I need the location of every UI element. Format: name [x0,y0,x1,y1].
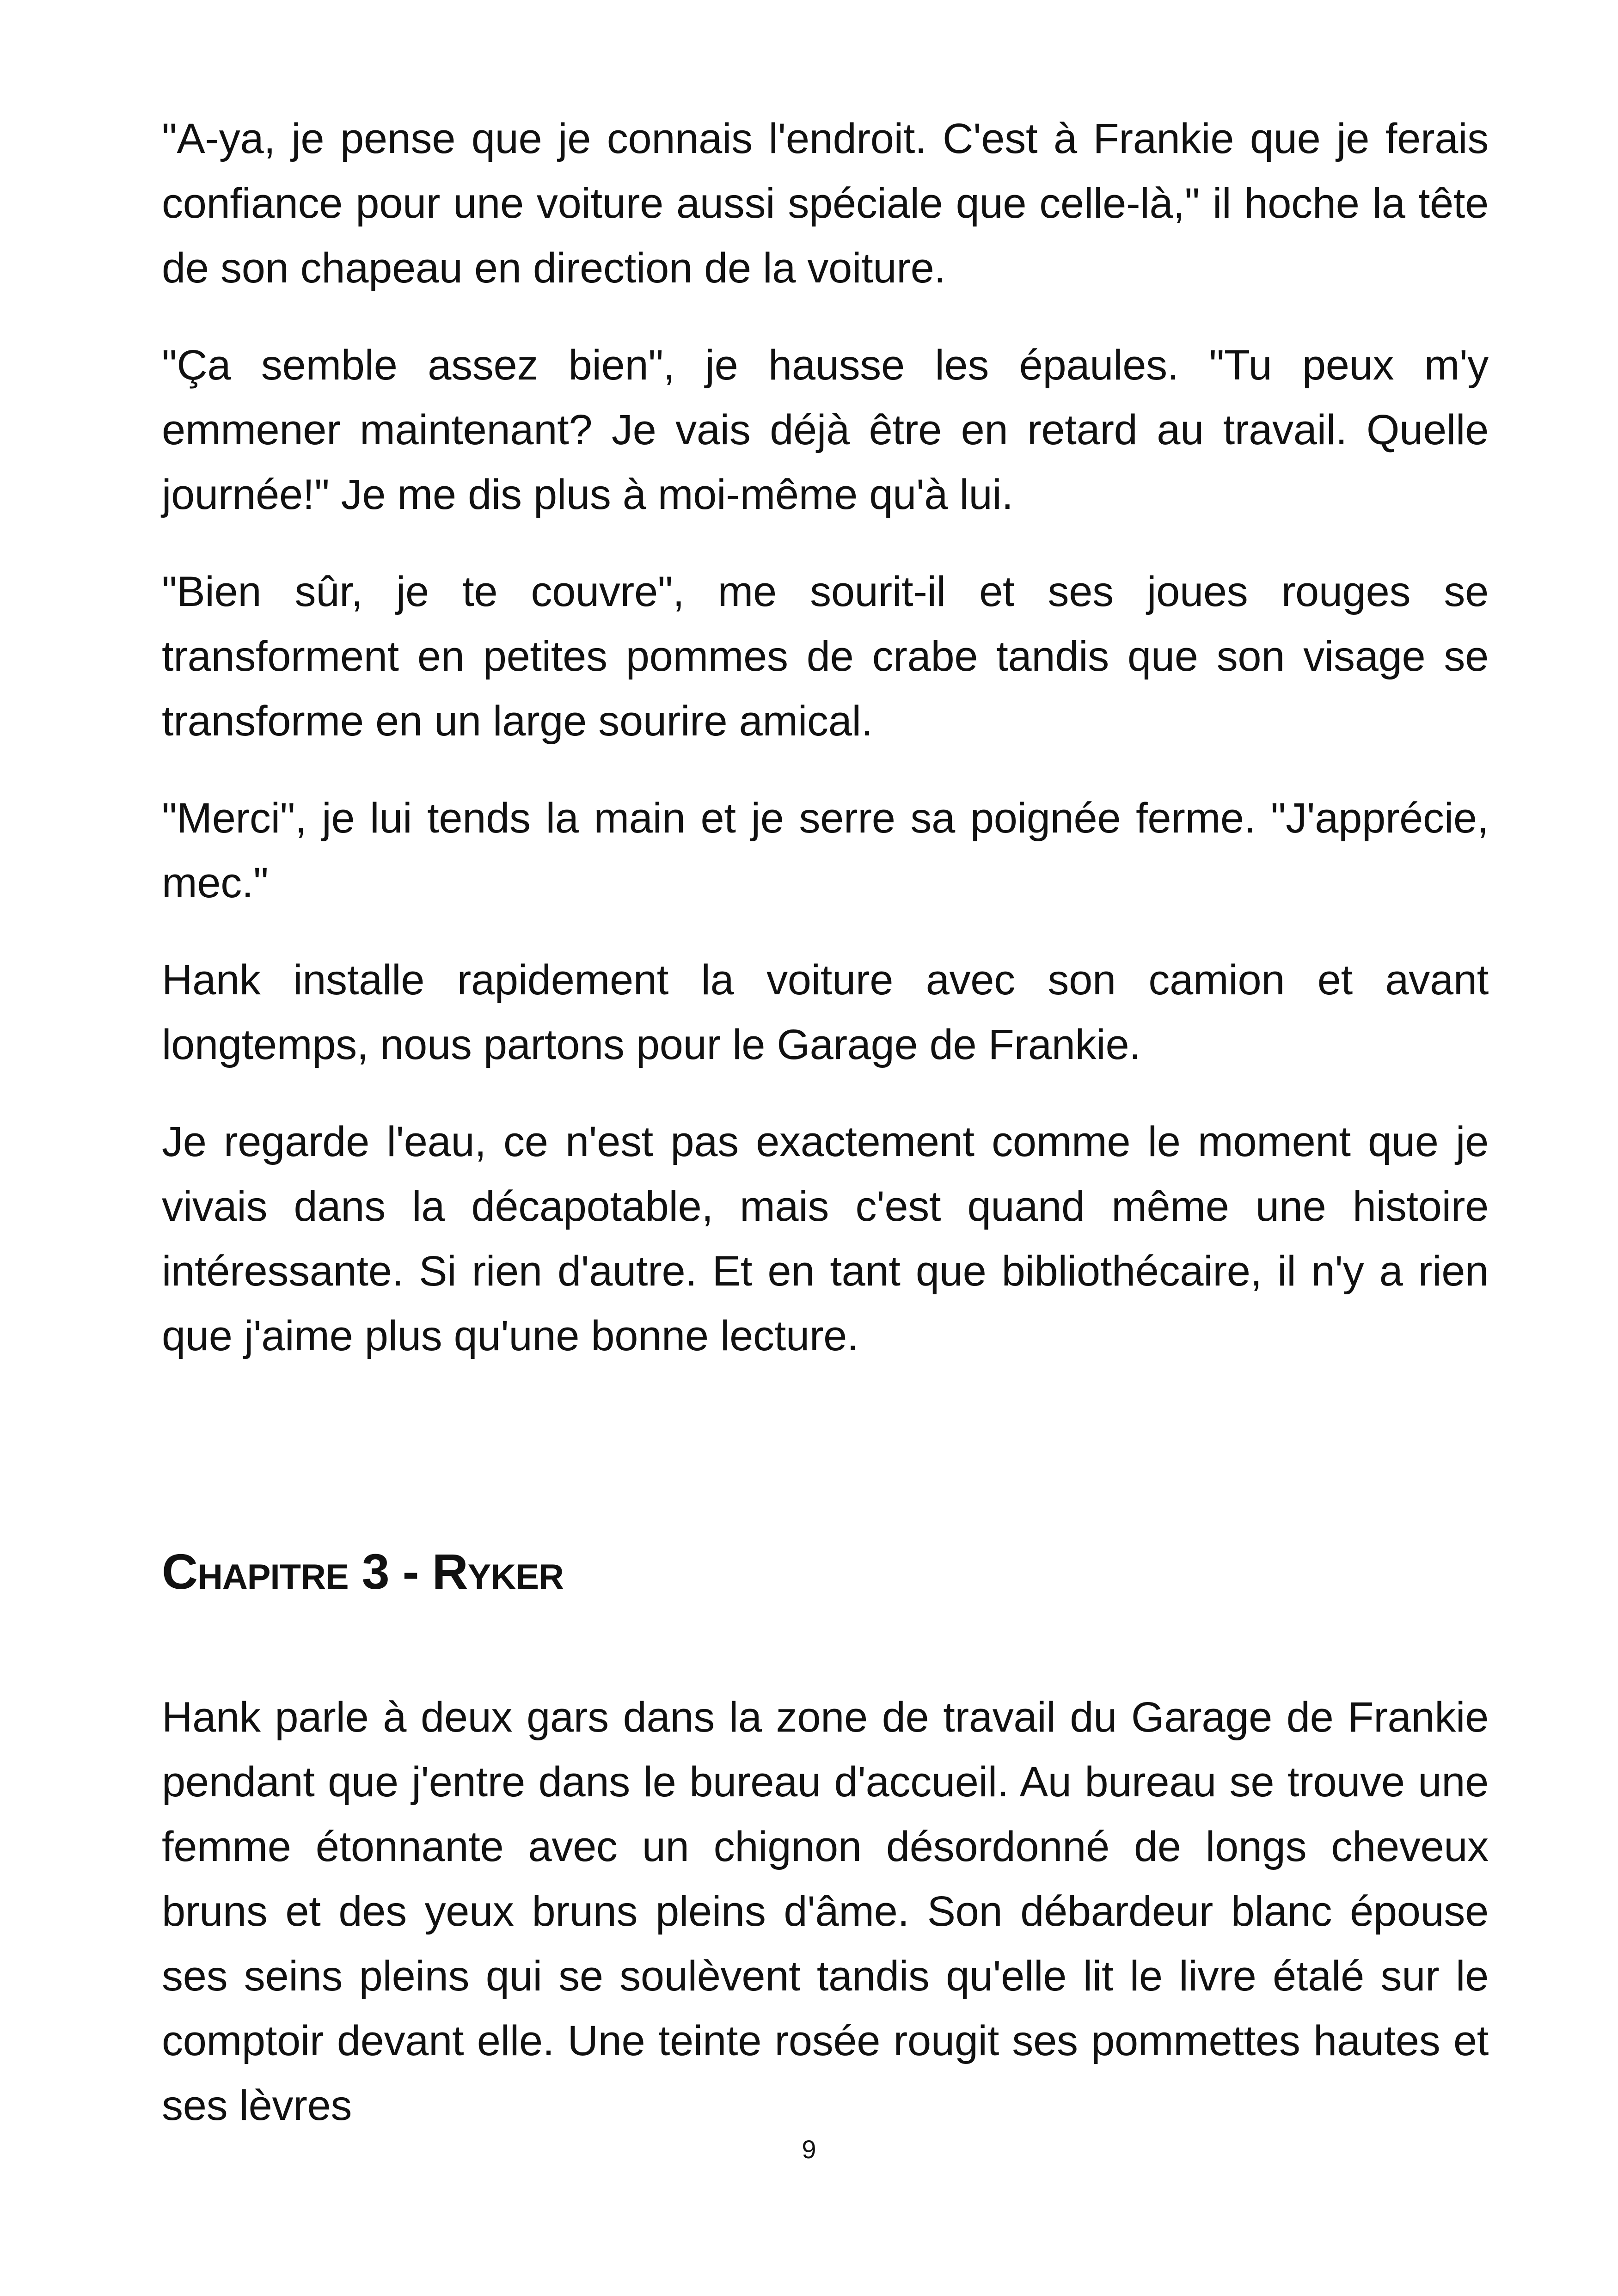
paragraph: Hank parle à deux gars dans la zone de travail du Garage de Frankie pendant que j'entre dans le bureau d'accueil. Au bureau se trouve une femme étonnante avec un chignon désordonné de longs cheveux bruns et des yeux bruns pleins d'âme. Son débardeur blanc épouse ses seins pleins qui se soulèvent tandis qu'elle lit le livre étalé sur le comptoir devant elle. Une teinte rosée rougit ses pommettes hautes et ses lèvres [162,1694,1489,2129]
paragraph: Hank installe rapidement la voiture avec son camion et avant longtemps, nous partons pour le Garage de Frankie. [162,956,1489,1068]
paragraph: Je regarde l'eau, ce n'est pas exactement comme le moment que je vivais dans la décapotable, mais c'est quand même une histoire intéressante. Si rien d'autre. Et en tant que bibliothécaire, il n'y a rien que j'aime plus qu'une bonne lecture. [162,1118,1489,1359]
paragraph: "Bien sûr, je te couvre", me sourit-il et ses joues rouges se transforment en petites pommes de crabe tandis que son visage se transforme en un large sourire amical. [162,568,1489,745]
paragraph: "A-ya, je pense que je connais l'endroit. C'est à Frankie que je ferais confiance pour une voiture aussi spéciale que celle-là," il hoche la tête de son chapeau en direction de la voiture. [162,115,1489,292]
page-body [162,106,1489,2170]
paragraph: "Merci", je lui tends la main et je serre sa poignée ferme. "J'apprécie, mec." [162,795,1489,906]
chapter-heading: Chapitre 3 - Ryker [162,1543,564,1599]
paragraph: "Ça semble assez bien", je hausse les épaules. "Tu peux m'y emmener maintenant? Je vais déjà être en retard au travail. Quelle journée!" Je me dis plus à moi-même qu'à lui. [162,342,1489,518]
page-number: 9 [802,2135,816,2164]
